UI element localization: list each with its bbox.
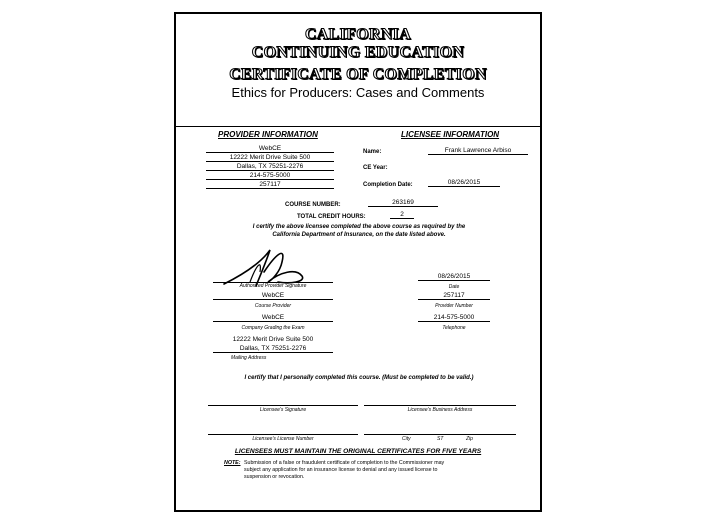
telephone-caption: Telephone [442, 325, 466, 331]
licensee-certify-text: I certify that I personally completed this course. (Must be completed to be valid.) [244, 375, 474, 381]
course-number-label: COURSE NUMBER: [285, 202, 341, 208]
course-title: Ethics for Producers: Cases and Comments [231, 85, 485, 100]
certificate-page [174, 12, 542, 512]
name-label: Name: [363, 149, 382, 155]
auth-signature-caption: Authorized Provider Signature [239, 283, 307, 289]
city-caption: City [402, 436, 411, 442]
course-provider-caption: Course Provider [254, 303, 292, 309]
business-address-line [364, 405, 516, 406]
provider-heading: PROVIDER INFORMATION [218, 130, 318, 139]
telephone-field: 214-575-5000 [418, 314, 490, 322]
licensee-name: Frank Lawrence Arbiso [428, 147, 528, 155]
provider-name: WebCE [206, 145, 334, 153]
provider-city: Dallas, TX 75251-2276 [206, 163, 334, 171]
license-number-line [208, 434, 358, 435]
provider-certify-line-2: California Department of Insurance, on the date listed above. [272, 232, 446, 238]
course-provider: WebCE [213, 292, 333, 300]
zip-caption: Zip [466, 436, 473, 442]
course-number: 263169 [368, 199, 438, 207]
mailing-address-line-1: 12222 Merit Drive Suite 500 [232, 336, 314, 343]
note-line-1: Submission of a false or fraudulent certificate of completion to the Commissioner may [244, 460, 445, 466]
business-address-caption: Licensee's Business Address [407, 407, 473, 413]
state-caption: ST [437, 436, 444, 442]
provider-certify-line-1: I certify the above licensee completed the above course as required by the [252, 224, 466, 230]
provider-number-caption: Provider Number [435, 303, 473, 309]
licensee-signature-line [208, 405, 358, 406]
provider-phone: 214-575-5000 [206, 172, 334, 180]
credit-hours: 2 [390, 211, 414, 219]
completion-label: Completion Date: [363, 182, 413, 188]
header-divider [176, 126, 540, 127]
ce-year-label: CE Year: [363, 165, 388, 171]
licensee-signature-caption: Licensee's Signature [259, 407, 307, 413]
signature-date: 08/26/2015 [418, 273, 490, 281]
license-number-caption: Licensee's License Number [252, 436, 314, 442]
credit-hours-label: TOTAL CREDIT HOURS: [297, 214, 366, 220]
mailing-address-line-2: Dallas, TX 75251-2276 [213, 345, 333, 353]
grading-company: WebCE [213, 314, 333, 322]
provider-number: 257117 [206, 181, 334, 189]
note-line-2: subject any application for an insurance license to denial and any issued license to [244, 467, 438, 473]
city-state-zip-line [364, 434, 516, 435]
title-line-1: CALIFORNIA [304, 26, 412, 43]
mailing-address-caption: Mailing Address [231, 355, 267, 361]
title-line-3: CERTIFICATE OF COMPLETION [229, 66, 487, 83]
note-line-3: suspension or revocation. [244, 474, 305, 480]
completion-date: 08/26/2015 [428, 179, 500, 187]
grading-company-caption: Company Grading the Exam [241, 325, 305, 331]
licensee-heading: LICENSEE INFORMATION [401, 130, 500, 139]
provider-number-field: 257117 [418, 292, 490, 300]
date-caption: Date [448, 284, 460, 290]
title-line-2: CONTINUING EDUCATION [251, 44, 465, 61]
provider-street: 12222 Merit Drive Suite 500 [206, 154, 334, 162]
maintain-notice: LICENSEES MUST MAINTAIN THE ORIGINAL CERTIFICATES FOR FIVE YEARS [234, 448, 482, 455]
note-label: NOTE: [224, 460, 241, 466]
